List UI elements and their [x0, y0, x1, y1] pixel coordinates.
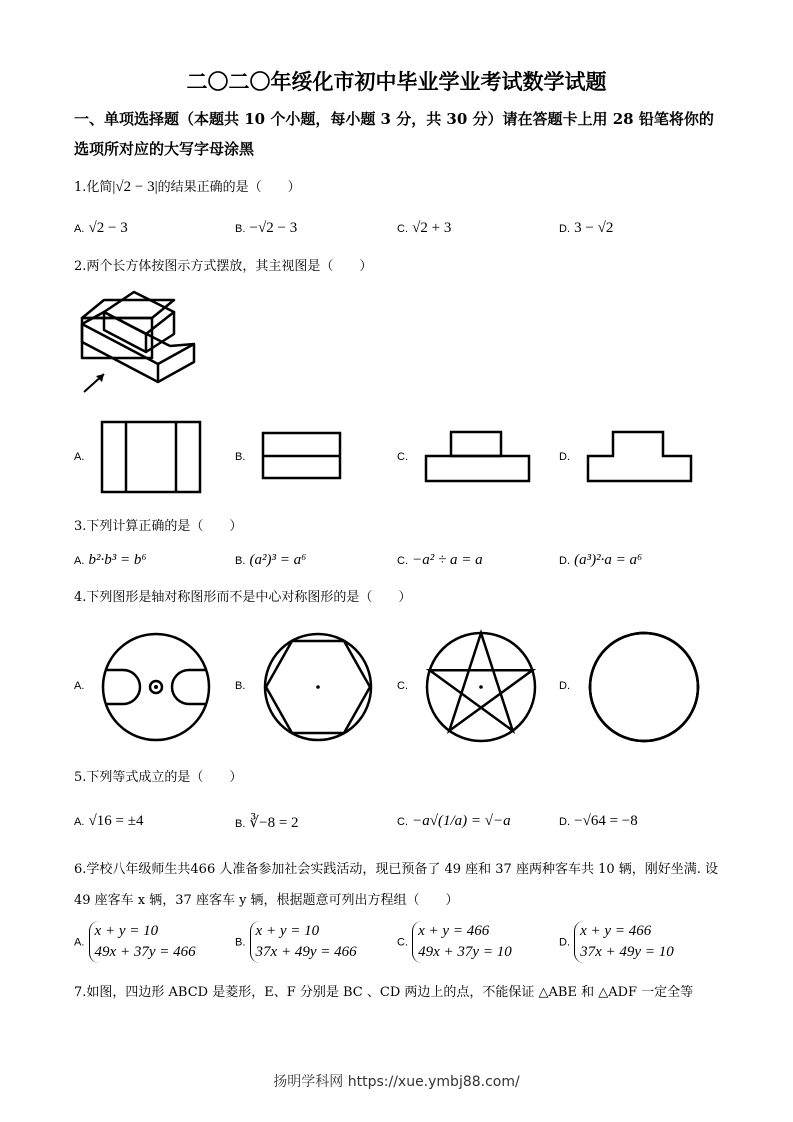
q2-label-c[interactable]: C.: [397, 451, 408, 463]
q1-option-d[interactable]: D. 3 − √2: [559, 220, 614, 236]
q6-stem-line1: 6.学校八年级师生共466 人准备参加社会实践活动，现已预备了 49 座和 37 座两种客车共 10 辆，刚好坐满. 设: [74, 862, 719, 877]
q4-option-d-figure[interactable]: [588, 631, 700, 743]
q2-option-d-figure[interactable]: [587, 431, 693, 483]
q4-stem: 4.下列图形是轴对称图形而不是中心对称图形的是（ ）: [74, 590, 412, 605]
q2-label-a[interactable]: A.: [74, 451, 85, 463]
q5-option-b[interactable]: B. ∛−8 = 2: [235, 815, 299, 831]
q5-stem: 5.下列等式成立的是（ ）: [74, 770, 243, 785]
q4-option-b-figure[interactable]: [263, 632, 373, 742]
q3-option-c[interactable]: C. −a² ÷ a = a: [397, 552, 483, 568]
q3-option-b[interactable]: B. (a²)³ = a⁶: [235, 552, 307, 568]
q4-option-c-figure[interactable]: [425, 631, 537, 743]
q6-option-b[interactable]: B. x + y = 10 37x + 49y = 466: [235, 921, 357, 963]
q5-option-d[interactable]: D. −√64 = −8: [559, 813, 638, 829]
equation-system: x + y = 10 37x + 49y = 466: [250, 921, 357, 963]
q4-option-a-figure[interactable]: [101, 632, 211, 742]
q3-stem: 3.下列计算正确的是（ ）: [74, 519, 243, 534]
equation-system: x + y = 466 37x + 49y = 10: [574, 921, 674, 963]
q1-option-b[interactable]: B. −√2 − 3: [235, 220, 298, 236]
q5-option-c[interactable]: C. −a√(1/a) = √−a: [397, 813, 511, 829]
q6-stem-line2: 49 座客车 x 辆，37 座客车 y 辆，根据题意可列出方程组（ ）: [74, 893, 459, 908]
q2-option-c-figure[interactable]: [425, 431, 531, 483]
q1-expression: |√2 − 3|: [112, 179, 158, 195]
page-title: 二〇二〇年绥化市初中毕业学业考试数学试题: [186, 69, 607, 94]
section-heading: 一、单项选择题（本题共 10 个小题，每小题 3 分，共 30 分）请在答题卡上用 28 铅笔将你的选项所对应的大写字母涂黑: [74, 110, 714, 158]
q3-option-d[interactable]: D. (a³)²·a = a⁶: [559, 552, 643, 568]
q1-option-a[interactable]: A. √2 − 3: [74, 220, 128, 236]
q2-figure-cuboids: [76, 288, 206, 398]
q1-stem: 1.化简|√2 − 3|的结果正确的是（ ）: [74, 179, 301, 195]
equation-system: x + y = 466 49x + 37y = 10: [412, 921, 512, 963]
q4-label-a[interactable]: A.: [74, 680, 85, 692]
q2-label-b[interactable]: B.: [235, 451, 246, 463]
q2-stem: 2.两个长方体按图示方式摆放，其主视图是（ ）: [74, 259, 373, 274]
q7-stem: 7.如图，四边形 ABCD 是菱形，E、F 分别是 BC 、CD 两边上的点，不能保证 △ABE 和 △ADF 一定全等: [74, 985, 694, 1000]
q4-label-b[interactable]: B.: [235, 680, 246, 692]
q4-label-d[interactable]: D.: [559, 680, 570, 692]
q2-option-b-figure[interactable]: [262, 432, 342, 480]
q5-option-a[interactable]: A. √16 = ±4: [74, 813, 144, 829]
equation-system: x + y = 10 49x + 37y = 466: [89, 921, 196, 963]
q6-option-d[interactable]: D. x + y = 466 37x + 49y = 10: [559, 921, 674, 963]
q2-option-a-figure[interactable]: [101, 421, 201, 493]
q4-label-c[interactable]: C.: [397, 680, 408, 692]
q2-label-d[interactable]: D.: [559, 451, 570, 463]
page-footer: 扬明学科网 https://xue.ymbj88.com/: [273, 1074, 520, 1090]
q6-option-c[interactable]: C. x + y = 466 49x + 37y = 10: [397, 921, 512, 963]
q1-option-c[interactable]: C. √2 + 3: [397, 220, 452, 236]
q6-option-a[interactable]: A. x + y = 10 49x + 37y = 466: [74, 921, 196, 963]
q3-option-a[interactable]: A. b²·b³ = b⁶: [74, 552, 147, 568]
